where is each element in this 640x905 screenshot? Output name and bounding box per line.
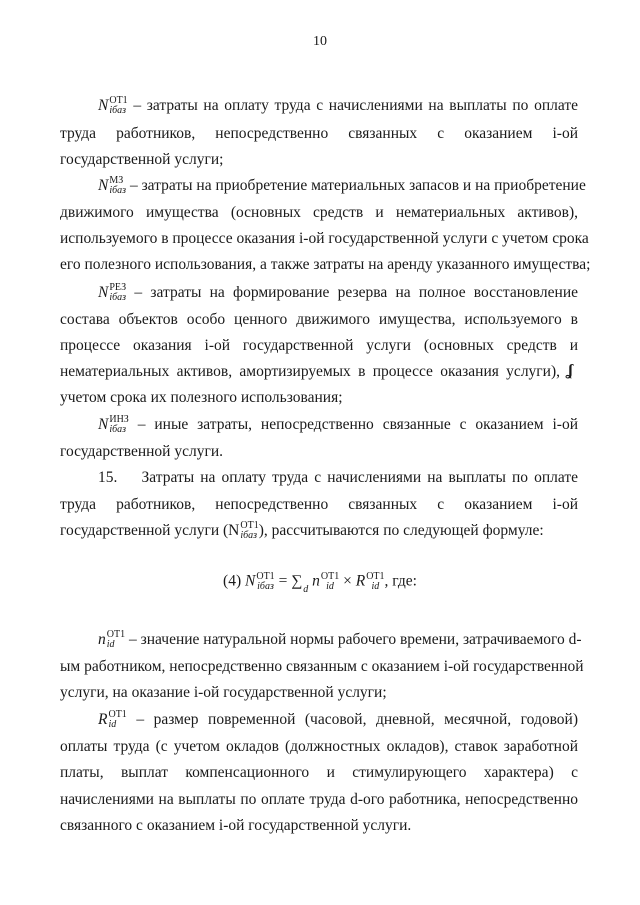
definition-n-small: n ОТ1 id – значение натуральной нормы рабочего времени, затрачиваемого d- — [98, 629, 582, 651]
text-line: начислениями на выплаты по оплате труда d-ого работника, непосредственно — [60, 791, 578, 808]
margin-mark: ʆ — [568, 362, 574, 379]
text-line: процессе оказания i-ой государственной услуги (основных средств и — [60, 337, 578, 354]
text-line: ым работником, непосредственно связанным с оказанием i-ой государственной — [60, 658, 584, 675]
formula-4: (4) N ОТ1 iбаз = ∑ d n ОТ1 id × R ОТ1 id , где: — [223, 571, 417, 595]
text-line: движимого имущества (основных средств и нематериальных активов), — [60, 204, 578, 221]
text-line: труда работников, непосредственно связанных с оказанием i-ой — [60, 125, 578, 142]
definition-n-rez: N РЕЗ iбаз – затраты на формирование резерва на полное восстановление — [98, 282, 579, 304]
text-line: состава объектов особо ценного движимого имущества, используемого в — [60, 311, 578, 328]
definition-r: R ОТ1 id – размер повременной (часовой, дневной, месячной, годовой) — [98, 709, 579, 731]
text-line: услуги, на оказание i-ой государственной услуги; — [60, 684, 387, 701]
text-line: государственной услуги. — [60, 443, 223, 460]
paragraph-number: 15. — [98, 469, 118, 486]
text-line: труда работников, непосредственно связанных с оказанием i-ой — [60, 496, 578, 513]
text-line: платы, выплат компенсационного и стимулирующего характера) с — [60, 764, 578, 781]
text-line: нематериальных активов, амортизируемых в процессе оказания услуги), — [60, 363, 560, 380]
text-line: государственной услуги; — [60, 151, 224, 168]
text-line-with-symbol: государственной услуги (N ОТ1 iбаз ), рассчитываются по следующей формуле: — [60, 520, 544, 542]
definition-n-mz: N МЗ iбаз – затраты на приобретение материальных запасов и на приобретение — [98, 175, 586, 197]
definition-n-ot1: N ОТ1 iбаз – затраты на оплату труда с начислениями на выплаты по оплате — [98, 95, 578, 117]
paragraph-15: 15. Затраты на оплату труда с начислениями на выплаты по оплате — [98, 469, 579, 486]
text-line: учетом срока их полезного использования; — [60, 389, 343, 406]
definition-n-inz: N ИНЗ iбаз – иные затраты, непосредственно связанные с оказанием i-ой — [98, 414, 578, 436]
symbol-n: N — [98, 97, 109, 114]
text-line: оплаты труда (с учетом окладов (должностных окладов), ставок заработной — [60, 738, 578, 755]
text-line: его полезного использования, а также затраты на аренду указанного имущества; — [60, 256, 591, 273]
index-stack: ОТ1 iбаз — [109, 95, 128, 117]
text-line: связанного с оказанием i-ой государственной услуги. — [60, 817, 412, 834]
page-number: 10 — [313, 34, 327, 49]
text-line: используемого в процессе оказания i-ой государственной услуги с учетом срока — [60, 230, 589, 247]
